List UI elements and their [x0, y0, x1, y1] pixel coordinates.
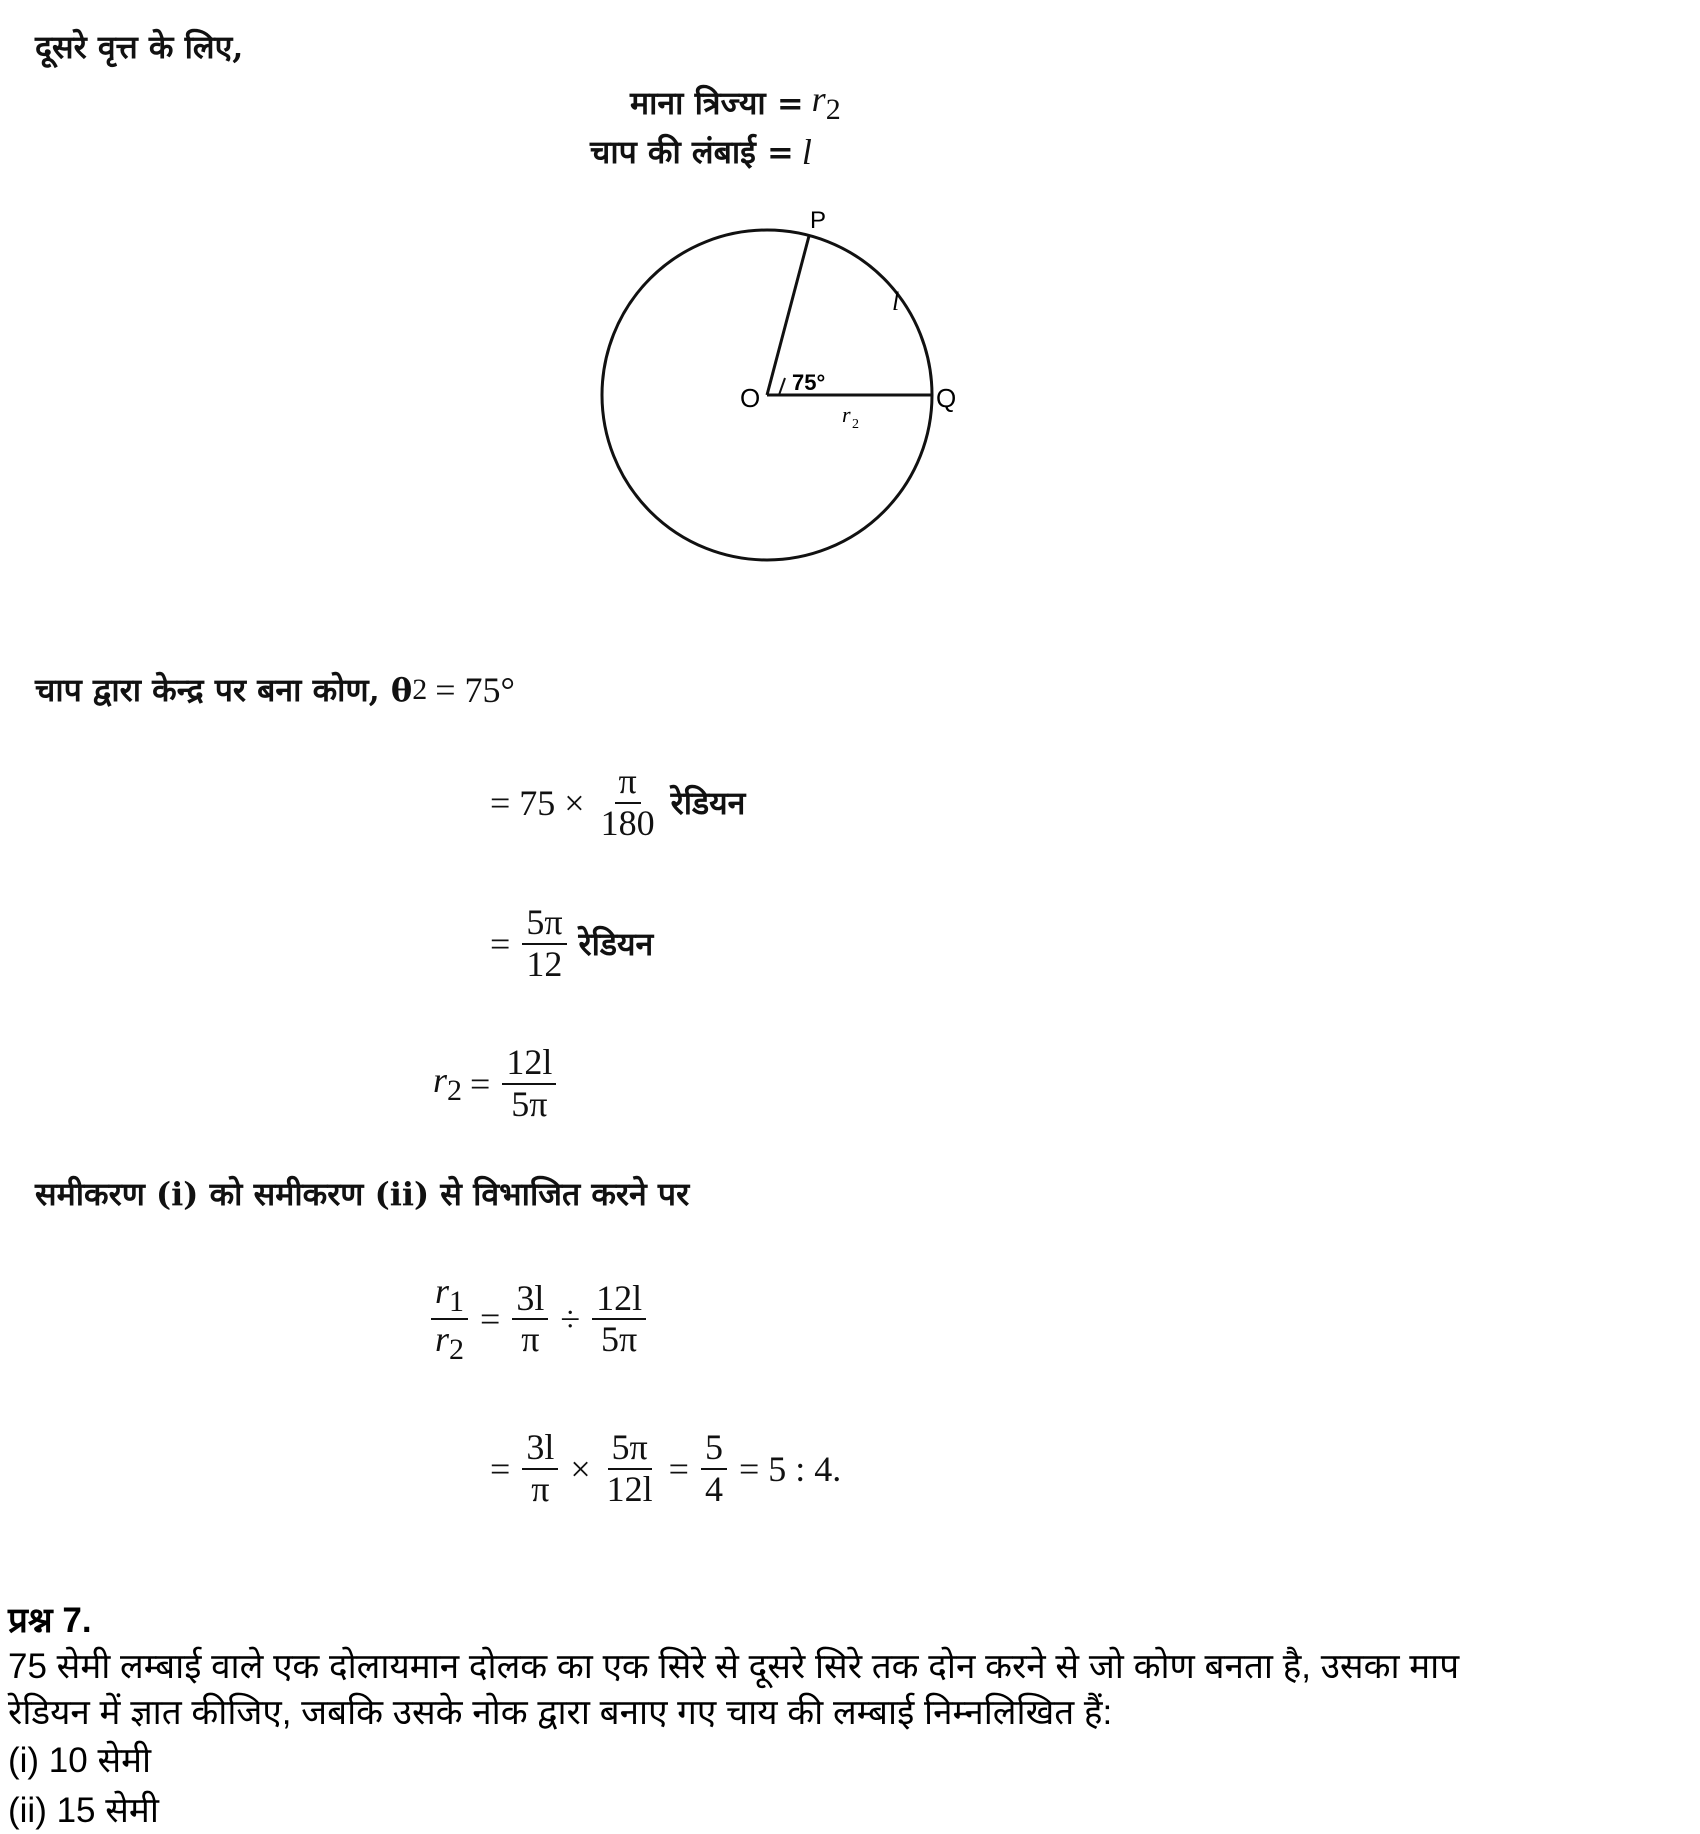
divide-text: समीकरण (i) को समीकरण (ii) से विभाजित करने पर [35, 1175, 690, 1213]
ratio1-op: ÷ [560, 1299, 581, 1340]
step1-lhs: = 75 × [490, 782, 585, 823]
ratio1-b [592, 1279, 646, 1360]
step2-fraction [522, 903, 566, 984]
step2-den: 12 [526, 943, 563, 984]
ratio-step-1 [427, 1272, 650, 1366]
r1-sub: 1 [449, 1285, 465, 1319]
ratio-fraction [431, 1272, 468, 1366]
angle-line [35, 668, 515, 711]
ratio2-eq2: = [668, 1448, 689, 1489]
step1-fraction [597, 762, 659, 843]
question-line-1: 75 सेमी लम्बाई वाले एक दोलायमान दोलक का एक सिरे से दूसरे सिरे तक दोन करने से जो कोण बनता है, उसका माप [8, 1647, 1460, 1686]
ratio-step-2 [490, 1428, 841, 1509]
ratio2-a-den: π [531, 1468, 550, 1509]
ratio2-a [522, 1428, 558, 1509]
ratio1-b-num: 12l [592, 1279, 646, 1321]
step1-den: 180 [600, 802, 655, 843]
label-q: Q [936, 383, 957, 413]
angle-arc [779, 378, 785, 395]
label-p: P [810, 210, 827, 234]
step3-var: r [433, 1060, 448, 1100]
ratio2-a-num: 3l [522, 1428, 558, 1470]
question-line-2: रेडियन में ज्ञात कीजिए, जबकि उसके नोक द्वारा बनाए गए चाय की लम्बाई निम्नलिखित हैं: [8, 1693, 1113, 1732]
step2-num: 5π [522, 903, 566, 945]
ratio1-a [512, 1279, 548, 1360]
ratio2-c-den: 4 [704, 1468, 723, 1509]
ratio2-b-den: 12l [606, 1468, 653, 1509]
label-o: O [740, 383, 761, 413]
question-option-1: (i) 10 सेमी [8, 1741, 152, 1780]
step2-lhs: = [490, 923, 511, 964]
radius-assumption [630, 78, 841, 127]
step-1 [490, 762, 745, 843]
ratio2-c [701, 1428, 727, 1509]
ratio2-c-num: 5 [701, 1428, 727, 1470]
step-3 [433, 1043, 560, 1124]
r1-var: r [435, 1271, 450, 1311]
step2-unit: रेडियन [578, 925, 654, 964]
circle-diagram [580, 210, 980, 600]
angle-sub: 2 [412, 672, 428, 706]
ratio1-eq: = [480, 1299, 501, 1340]
step3-eq: = [470, 1063, 491, 1104]
angle-value: = 75° [435, 669, 515, 710]
step1-num: π [615, 762, 641, 804]
ratio1-a-num: 3l [512, 1279, 548, 1321]
ratio2-b-num: 5π [608, 1428, 652, 1470]
intro-text: दूसरे वृत्त के लिए, [35, 28, 244, 66]
step3-den: 5π [511, 1083, 548, 1124]
ratio2-result: = 5 : 4. [738, 1448, 842, 1489]
label-arc: l [892, 287, 900, 316]
step-2 [490, 903, 653, 984]
ratio2-op: × [570, 1448, 591, 1489]
arc-var: l [801, 131, 812, 172]
arc-assumption [590, 130, 812, 173]
label-radius-sub: 2 [852, 417, 859, 432]
ratio1-b-den: 5π [601, 1319, 638, 1360]
angle-text: चाप द्वारा केन्द्र पर बना कोण, θ [35, 671, 413, 709]
step1-unit: रेडियन [670, 784, 746, 823]
step3-sub: 2 [447, 1074, 463, 1108]
step3-num: 12l [502, 1043, 556, 1085]
radius-sub: 2 [825, 93, 841, 127]
question-title: प्रश्न 7. [8, 1601, 92, 1640]
radius-var: r [811, 79, 826, 119]
label-angle: 75° [792, 370, 826, 395]
label-radius: r [842, 402, 851, 427]
question-option-2: (ii) 15 सेमी [8, 1791, 159, 1830]
step3-fraction [502, 1043, 556, 1124]
ratio2-eq: = [490, 1448, 511, 1489]
ratio2-b [603, 1428, 657, 1509]
arc-label: चाप की लंबाई = [590, 133, 794, 171]
radius-label: माना त्रिज्या = [630, 84, 804, 123]
r2-sub: 2 [449, 1333, 465, 1367]
ratio1-a-den: π [521, 1319, 540, 1360]
r2-var: r [435, 1319, 450, 1360]
